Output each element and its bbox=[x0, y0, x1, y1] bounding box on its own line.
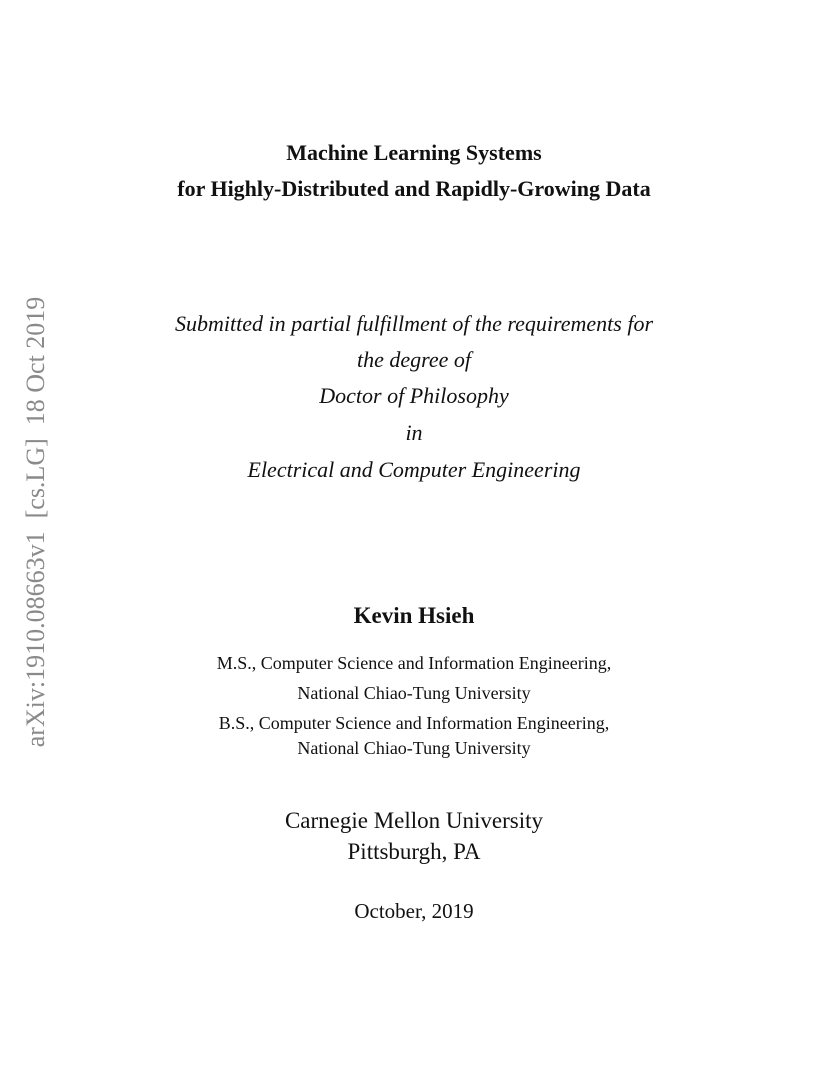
author-name: Kevin Hsieh bbox=[353, 603, 475, 628]
ms-school: National Chiao-Tung University bbox=[297, 683, 531, 703]
thesis-title-line-2: for Highly-Distributed and Rapidly-Growing Data bbox=[177, 176, 651, 201]
ms-degree: M.S., Computer Science and Information Engineering, bbox=[216, 653, 612, 673]
bs-school: National Chiao-Tung University bbox=[297, 738, 531, 758]
arxiv-stamp: arXiv:1910.08663v1 [cs.LG] 18 Oct 2019 bbox=[21, 296, 50, 748]
submission-date: October, 2019 bbox=[354, 899, 474, 923]
institution-location: Pittsburgh, PA bbox=[347, 839, 481, 864]
submission-statement-in: in bbox=[405, 420, 423, 445]
submission-statement-line-2: the degree of bbox=[356, 347, 472, 372]
institution-name: Carnegie Mellon University bbox=[284, 808, 544, 833]
field-of-study: Electrical and Computer Engineering bbox=[247, 457, 581, 482]
degree-name: Doctor of Philosophy bbox=[319, 383, 509, 408]
submission-statement-line-1: Submitted in partial fulfillment of the requirements for bbox=[174, 311, 654, 336]
thesis-title-line-1: Machine Learning Systems bbox=[286, 140, 542, 165]
bs-degree: B.S., Computer Science and Information Engineering, bbox=[218, 713, 610, 733]
